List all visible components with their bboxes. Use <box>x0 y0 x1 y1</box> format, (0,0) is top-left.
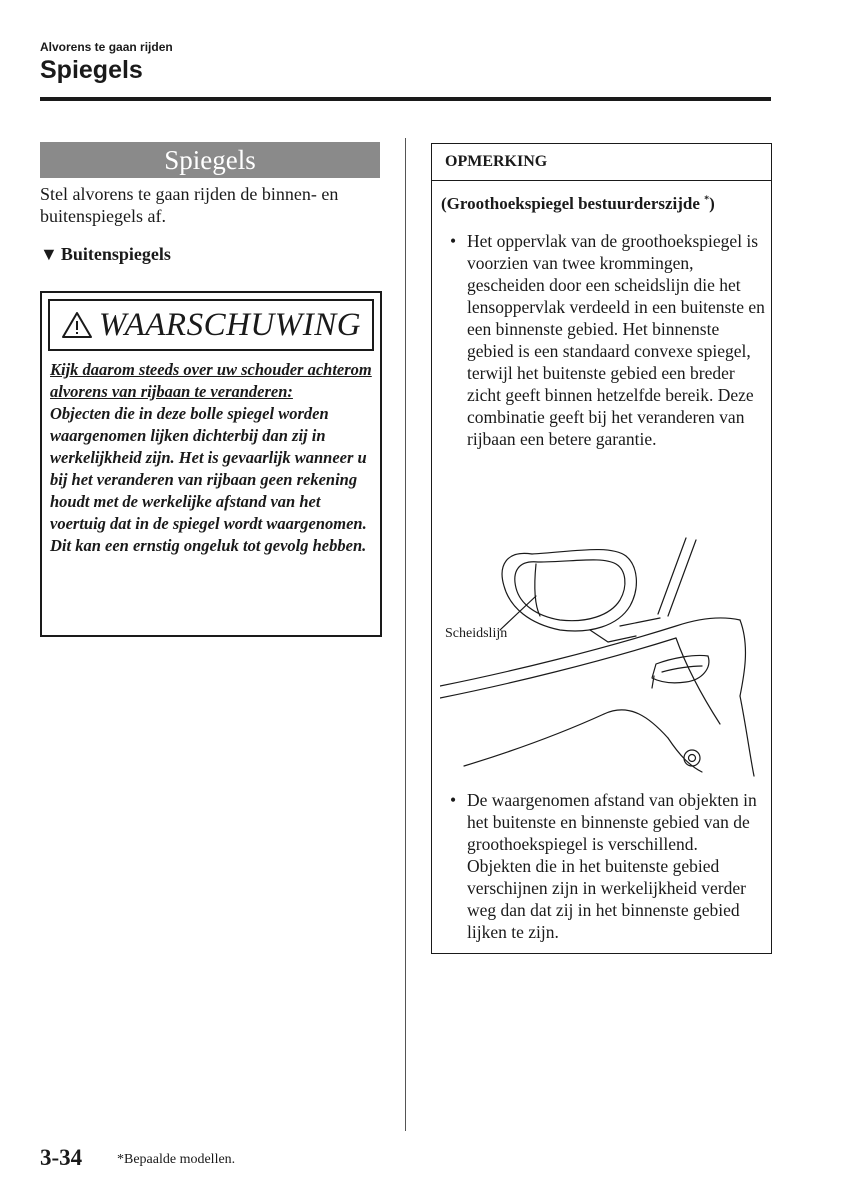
subheading-label: Buitenspiegels <box>60 244 171 264</box>
warning-underlined-text: Kijk daarom steeds over uw schouder achterom alvorens van rijbaan te veranderen: <box>50 360 372 401</box>
footnote: *Bepaalde modellen. <box>117 1152 236 1167</box>
warning-header <box>48 299 374 351</box>
page-title: Spiegels <box>40 56 143 84</box>
triangle-down-icon: ▼ <box>40 244 58 264</box>
subheading-buitenspiegels <box>40 244 171 265</box>
note-label: OPMERKING <box>445 153 548 170</box>
warning-label: WAARSCHUWING <box>98 306 362 343</box>
mirror-figure <box>440 526 764 781</box>
note-header <box>432 144 771 181</box>
header-rule <box>40 97 771 101</box>
section-banner: Spiegels <box>40 142 380 178</box>
list-item <box>450 789 765 943</box>
warning-box <box>40 291 382 637</box>
bullet-dot: • <box>450 790 457 810</box>
breadcrumb: Alvorens te gaan rijden <box>40 40 173 54</box>
list-item <box>450 230 765 450</box>
note-subheading: (Groothoekspiegel bestuurderszijde *) <box>441 194 715 213</box>
bullet-dot: • <box>450 231 457 251</box>
column-divider <box>405 138 406 1131</box>
warning-body <box>50 359 376 557</box>
side-mirror-illustration <box>440 526 764 781</box>
footnote-mark: * <box>704 194 710 206</box>
bullet-text: De waargenomen afstand van objekten in het buitenste en binnenste gebied van de groothoekspiegel is verschillend. Objekten die in het buitenste gebied verschijnen zijn in werkelijkheid verder weg dan dat zij in het binnenste gebied lijken te zijn. <box>467 790 757 942</box>
note-box <box>431 143 772 954</box>
page-number: 3-34 <box>40 1145 83 1170</box>
intro-text: Stel alvorens te gaan rijden de binnen- en buitenspiegels af. <box>40 184 339 226</box>
figure-label-scheidslijn: Scheidslijn <box>445 626 508 641</box>
warning-text: Objecten die in deze bolle spiegel worden waargenomen lijken dichterbij dan zij in werkelijkheid zijn. Het is gevaarlijk wanneer u bij het veranderen van rijbaan geen rekening houdt met de werkelijke afstand van het voertuig dat in de spiegel wordt waargenomen. Dit kan een ernstig ongeluk tot gevolg hebben. <box>50 404 367 555</box>
bullet-text: Het oppervlak van de groothoekspiegel is voorzien van twee krommingen, gescheiden door een scheidslijn die het lensoppervlak verdeeld in een buitenste en een binnenste gebied. Het binnenste gebied is een standaard convexe spiegel, terwijl het buitenste gebied een breder zicht geeft binnen hetzelfde bereik. Deze combinatie geeft bij het veranderen van rijbaan een betere garantie. <box>467 231 765 449</box>
warning-icon <box>61 311 93 339</box>
